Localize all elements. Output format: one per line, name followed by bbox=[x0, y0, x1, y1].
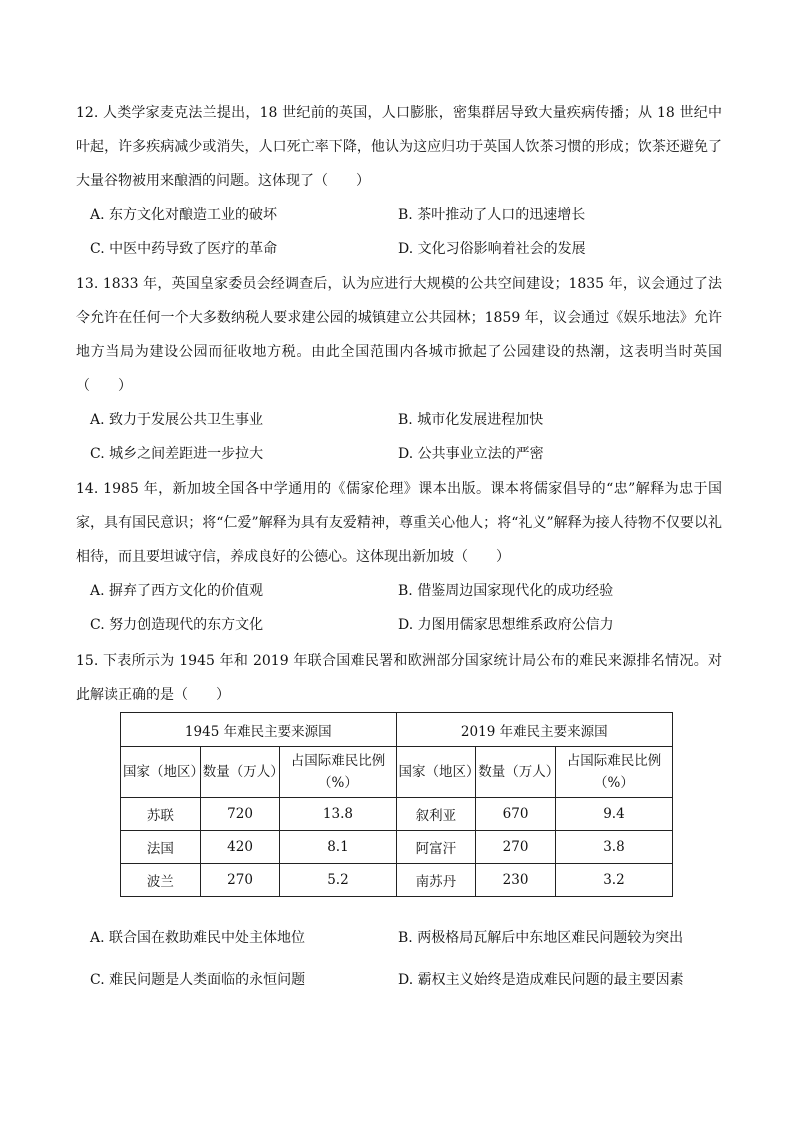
col-header-amount-2019: 数量（万人） bbox=[476, 747, 556, 798]
col-header-country-1945: 国家（地区） bbox=[121, 747, 201, 798]
group-header-2019: 2019 年难民主要来源国 bbox=[396, 713, 673, 747]
question-14-option-a[interactable]: A. 摒弃了西方文化的价值观 bbox=[90, 583, 264, 599]
refugee-sources-table bbox=[120, 712, 673, 897]
question-15-option-b[interactable]: B. 两极格局瓦解后中东地区难民问题较为突出 bbox=[398, 930, 684, 946]
table-cell: 230 bbox=[476, 864, 556, 897]
question-12-options-row-1 bbox=[76, 198, 722, 232]
table-cell: 法国 bbox=[121, 831, 201, 864]
question-12-option-d[interactable]: D. 文化习俗影响着社会的发展 bbox=[398, 241, 586, 257]
question-12-option-b[interactable]: B. 茶叶推动了人口的迅速增长 bbox=[398, 207, 586, 223]
table-cell: 叙利亚 bbox=[396, 798, 476, 831]
question-14-option-b[interactable]: B. 借鉴周边国家现代化的成功经验 bbox=[398, 583, 614, 599]
table-cell: 阿富汗 bbox=[396, 831, 476, 864]
question-12-option-a[interactable]: A. 东方文化对酿造工业的破坏 bbox=[90, 207, 278, 223]
question-15-option-d[interactable]: D. 霸权主义始终是造成难民问题的最主要因素 bbox=[398, 972, 684, 988]
table-cell: 270 bbox=[476, 831, 556, 864]
question-14-stem: 14. 1985 年，新加坡全国各中学通用的《儒家伦理》课本出版。课本将儒家倡导的“忠”解释为忠于国家，具有国民意识；将“仁爱”解释为具有友爱精神，尊重关心他人；将“礼义”解释为接人待物不仅要以礼相待，而且要坦诚守信，养成良好的公德心。这体现出新加坡（ ） bbox=[76, 481, 722, 565]
table-column-header-row bbox=[121, 747, 673, 798]
question-13 bbox=[76, 267, 722, 471]
table-cell: 8.1 bbox=[280, 831, 396, 864]
question-12 bbox=[76, 96, 722, 266]
question-13-options-row-2 bbox=[76, 437, 722, 471]
question-14-option-c[interactable]: C. 努力创造现代的东方文化 bbox=[90, 617, 264, 633]
question-15 bbox=[76, 644, 722, 712]
col-header-amount-1945: 数量（万人） bbox=[200, 747, 280, 798]
question-14-options-row-1 bbox=[76, 574, 722, 608]
table-cell: 3.8 bbox=[555, 831, 672, 864]
table-cell: 13.8 bbox=[280, 798, 396, 831]
table-cell: 670 bbox=[476, 798, 556, 831]
table-group-header-row bbox=[121, 713, 673, 747]
question-12-option-c[interactable]: C. 中医中药导致了医疗的革命 bbox=[90, 241, 278, 257]
question-15-option-c[interactable]: C. 难民问题是人类面临的永恒问题 bbox=[90, 972, 306, 988]
question-12-stem: 12. 人类学家麦克法兰提出，18 世纪前的英国，人口膨胀，密集群居导致大量疾病传播；从 18 世纪中叶起，许多疾病减少或消失，人口死亡率下降，他认为这应归功于英国人饮茶习惯的形成；饮茶还避免了大量谷物被用来酿酒的问题。这体现了（ ） bbox=[76, 105, 722, 189]
table-cell: 苏联 bbox=[121, 798, 201, 831]
table-cell: 3.2 bbox=[555, 864, 672, 897]
question-13-option-c[interactable]: C. 城乡之间差距进一步拉大 bbox=[90, 446, 264, 462]
table-cell: 720 bbox=[200, 798, 280, 831]
table-row bbox=[121, 798, 673, 831]
question-13-option-a[interactable]: A. 致力于发展公共卫生事业 bbox=[90, 412, 264, 428]
table-cell: 波兰 bbox=[121, 864, 201, 897]
table-cell: 5.2 bbox=[280, 864, 396, 897]
col-header-country-2019: 国家（地区） bbox=[396, 747, 476, 798]
question-14 bbox=[76, 472, 722, 642]
col-header-ratio-1945: 占国际难民比例（%） bbox=[280, 747, 396, 798]
table-cell: 9.4 bbox=[555, 798, 672, 831]
table-row bbox=[121, 831, 673, 864]
table-row bbox=[121, 864, 673, 897]
question-14-options-row-2 bbox=[76, 608, 722, 642]
table-cell: 420 bbox=[200, 831, 280, 864]
table-cell: 南苏丹 bbox=[396, 864, 476, 897]
question-15-stem: 15. 下表所示为 1945 年和 2019 年联合国难民署和欧洲部分国家统计局公布的难民来源排名情况。对此解读正确的是（ ） bbox=[76, 653, 722, 703]
question-15-options-row-2 bbox=[76, 969, 722, 1011]
question-13-stem: 13. 1833 年，英国皇家委员会经调查后，认为应进行大规模的公共空间建设；1835 年，议会通过了法令允许在任何一个大多数纳税人要求建公园的城镇建立公共园林；1859 年，议会通过《娱乐地法》允许地方当局为建设公园而征收地方税。由此全国范围内各城市掀起了公园建设的热潮，这表明当时英国（ ） bbox=[76, 276, 722, 394]
question-15-options-row-1 bbox=[76, 927, 722, 969]
table-cell: 270 bbox=[200, 864, 280, 897]
question-15-option-a[interactable]: A. 联合国在救助难民中处主体地位 bbox=[90, 930, 306, 946]
group-header-1945: 1945 年难民主要来源国 bbox=[121, 713, 397, 747]
col-header-ratio-2019: 占国际难民比例（%） bbox=[555, 747, 672, 798]
question-12-options-row-2 bbox=[76, 232, 722, 266]
question-13-option-d[interactable]: D. 公共事业立法的严密 bbox=[398, 446, 544, 462]
question-13-option-b[interactable]: B. 城市化发展进程加快 bbox=[398, 412, 544, 428]
question-13-options-row-1 bbox=[76, 403, 722, 437]
question-15-options bbox=[76, 927, 722, 1011]
question-14-option-d[interactable]: D. 力图用儒家思想维系政府公信力 bbox=[398, 617, 614, 633]
